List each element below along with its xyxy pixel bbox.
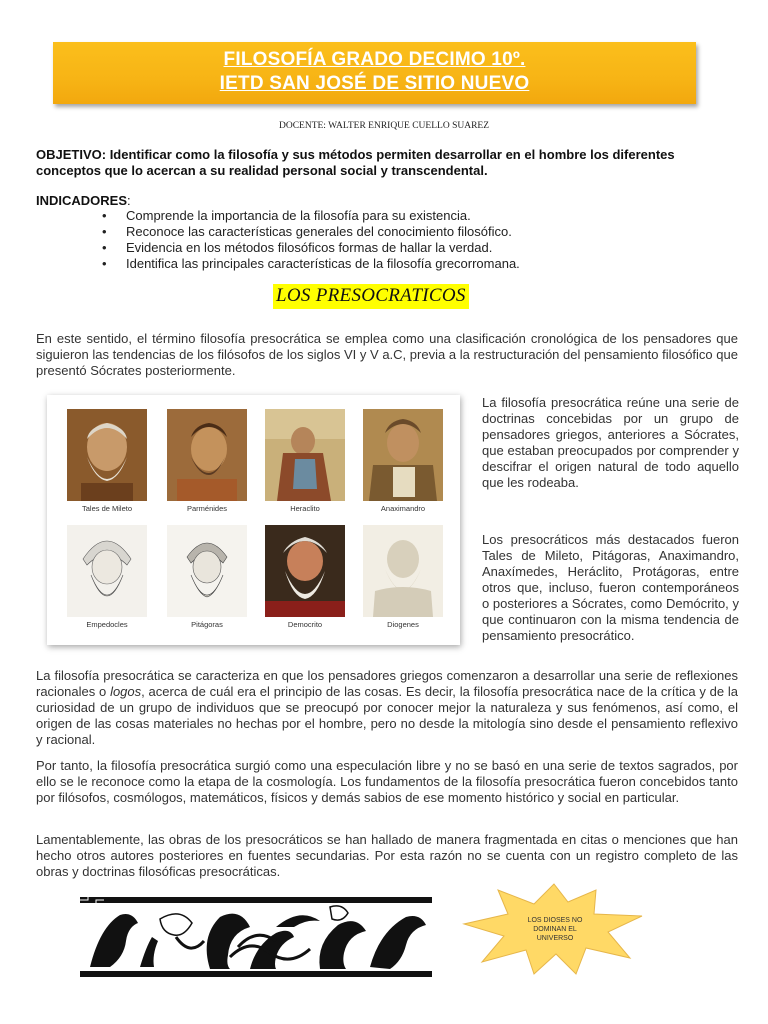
callout-star [460, 880, 648, 976]
portrait-pitagoras [167, 525, 247, 643]
paragraph-side-2: Los presocráticos más destacados fueron Tales de Mileto, Pitágoras, Anaximandro, Anaxímedes, Heráclito, Protágoras, entre otros que, incluso, fueron contemporáneos o posteriores a Sócrates, como Demócrito, y que continuaron con la misma tendencia de pensamiento presocrático. [482, 532, 739, 643]
title-line-1: FILOSOFÍA GRADO DECIMO 10º. [223, 49, 526, 70]
portrait-tales [67, 409, 147, 527]
philosopher-portrait-image [265, 409, 345, 501]
objective-label: OBJETIVO: [36, 147, 107, 162]
list-item: • Identifica las principales características de la filosofía grecorromana. [100, 256, 520, 272]
paragraph-fragments: Lamentablemente, las obras de los presocráticos se han hallado de manera fragmentada en citas o menciones que han hecho otros autores posteriores en fuentes secundarias. Por esta razón no se cuenta con un registro completo de las obras y doctrinas filosóficas presocráticas. [36, 832, 738, 879]
paragraph-characteristics [36, 668, 738, 748]
paragraph-intro: En este sentido, el término filosofía presocrática se emplea como una clasificación cronológica de los pensadores que siguieron las tendencias de los filósofos de los siglos VI y V a.C, previa a la restructuración del pensamiento filosófico que presentó Sócrates posteriormente. [36, 331, 738, 378]
title-banner [53, 42, 696, 104]
portrait-caption: Democrito [287, 620, 323, 629]
portrait-caption: Tales de Mileto [81, 504, 133, 513]
portrait-empedocles [67, 525, 147, 643]
philosopher-portrait-image [265, 525, 345, 617]
portrait-caption: Diogenes [387, 620, 419, 629]
list-item: • Reconoce las características generales del conocimiento filosófico. [100, 224, 520, 240]
portrait-parmenides [167, 409, 247, 527]
section-title: LOS PRESOCRATICOS [273, 284, 469, 309]
indicators-label: INDICADORES [36, 193, 128, 208]
logos-term: logos [110, 684, 142, 699]
portrait-heraclito [265, 409, 345, 527]
portrait-caption: Empedocles [86, 620, 128, 629]
philosopher-portrait-image [67, 525, 147, 617]
paragraph-cosmology: Por tanto, la filosofía presocrática surgió como una especulación libre y no se basó en una serie de textos sagrados, por ello se le reconoce como la etapa de la cosmología. Los fundamentos de la filosofía presocrática fueron concebidos tanto por filósofos, cosmólogos, matemáticos, físicos y demás sabios de ese momento histórico y social en particular. [36, 758, 738, 805]
portrait-caption: Pitágoras [191, 620, 223, 629]
greek-frieze-image [80, 897, 432, 977]
paragraph-side-1: La filosofía presocrática reúne una serie de doctrinas concebidas por un grupo de pensadores griegos, anteriores a Sócrates, que estaban preocupados por comprender y descifrar el origen natural de todo aquello que les rodeaba. [482, 395, 739, 490]
philosopher-portrait-image [167, 409, 247, 501]
philosopher-portrait-image [363, 525, 443, 617]
portrait-democrito [265, 525, 345, 643]
philosopher-portrait-image [67, 409, 147, 501]
teacher-line: DOCENTE: WALTER ENRIQUE CUELLO SUAREZ [278, 121, 490, 131]
paragraph-text: , acerca de cuál era el principio de las cosas. Es decir, la filosofía presocrática nace de la crítica y de la curiosidad de un grupo de individuos que se preocupó por conocer mejor la naturaleza y sus fenómenos, así como, el origen de las cosas materiales no hechas por el hombre, pero no desde la mitología sino desde el pensamiento reflexivo y racional. [36, 684, 738, 747]
title-line-2: IETD SAN JOSÉ DE SITIO NUEVO [219, 73, 530, 94]
objective-text: Identificar como la filosofía y sus métodos permiten desarrollar en el hombre los diferentes conceptos que lo acercan a su realidad personal social y transcendental. [36, 147, 675, 178]
objective [36, 147, 736, 179]
list-item: • Comprende la importancia de la filosofía para su existencia. [100, 208, 520, 224]
portrait-caption: Heraclito [290, 504, 320, 513]
indicators-list [100, 208, 520, 272]
portrait-anaximandro [363, 409, 443, 527]
list-item: • Evidencia en los métodos filosóficos formas de hallar la verdad. [100, 240, 520, 256]
paragraph-text: La filosofía presocrática se caracteriza en que los pensadores griegos comenzaron a desarrollar una serie de reflexiones racionales o [36, 668, 738, 699]
portrait-diogenes [363, 525, 443, 643]
philosopher-portrait-image [363, 409, 443, 501]
indicators-heading: INDICADORES: [36, 193, 131, 208]
philosopher-portrait-image [167, 525, 247, 617]
portrait-caption: Parménides [186, 504, 228, 513]
callout-text: LOS DIOSES NO DOMINAN EL UNIVERSO [527, 917, 583, 942]
portrait-caption: Anaximandro [380, 504, 426, 513]
philosophers-image [47, 395, 460, 645]
